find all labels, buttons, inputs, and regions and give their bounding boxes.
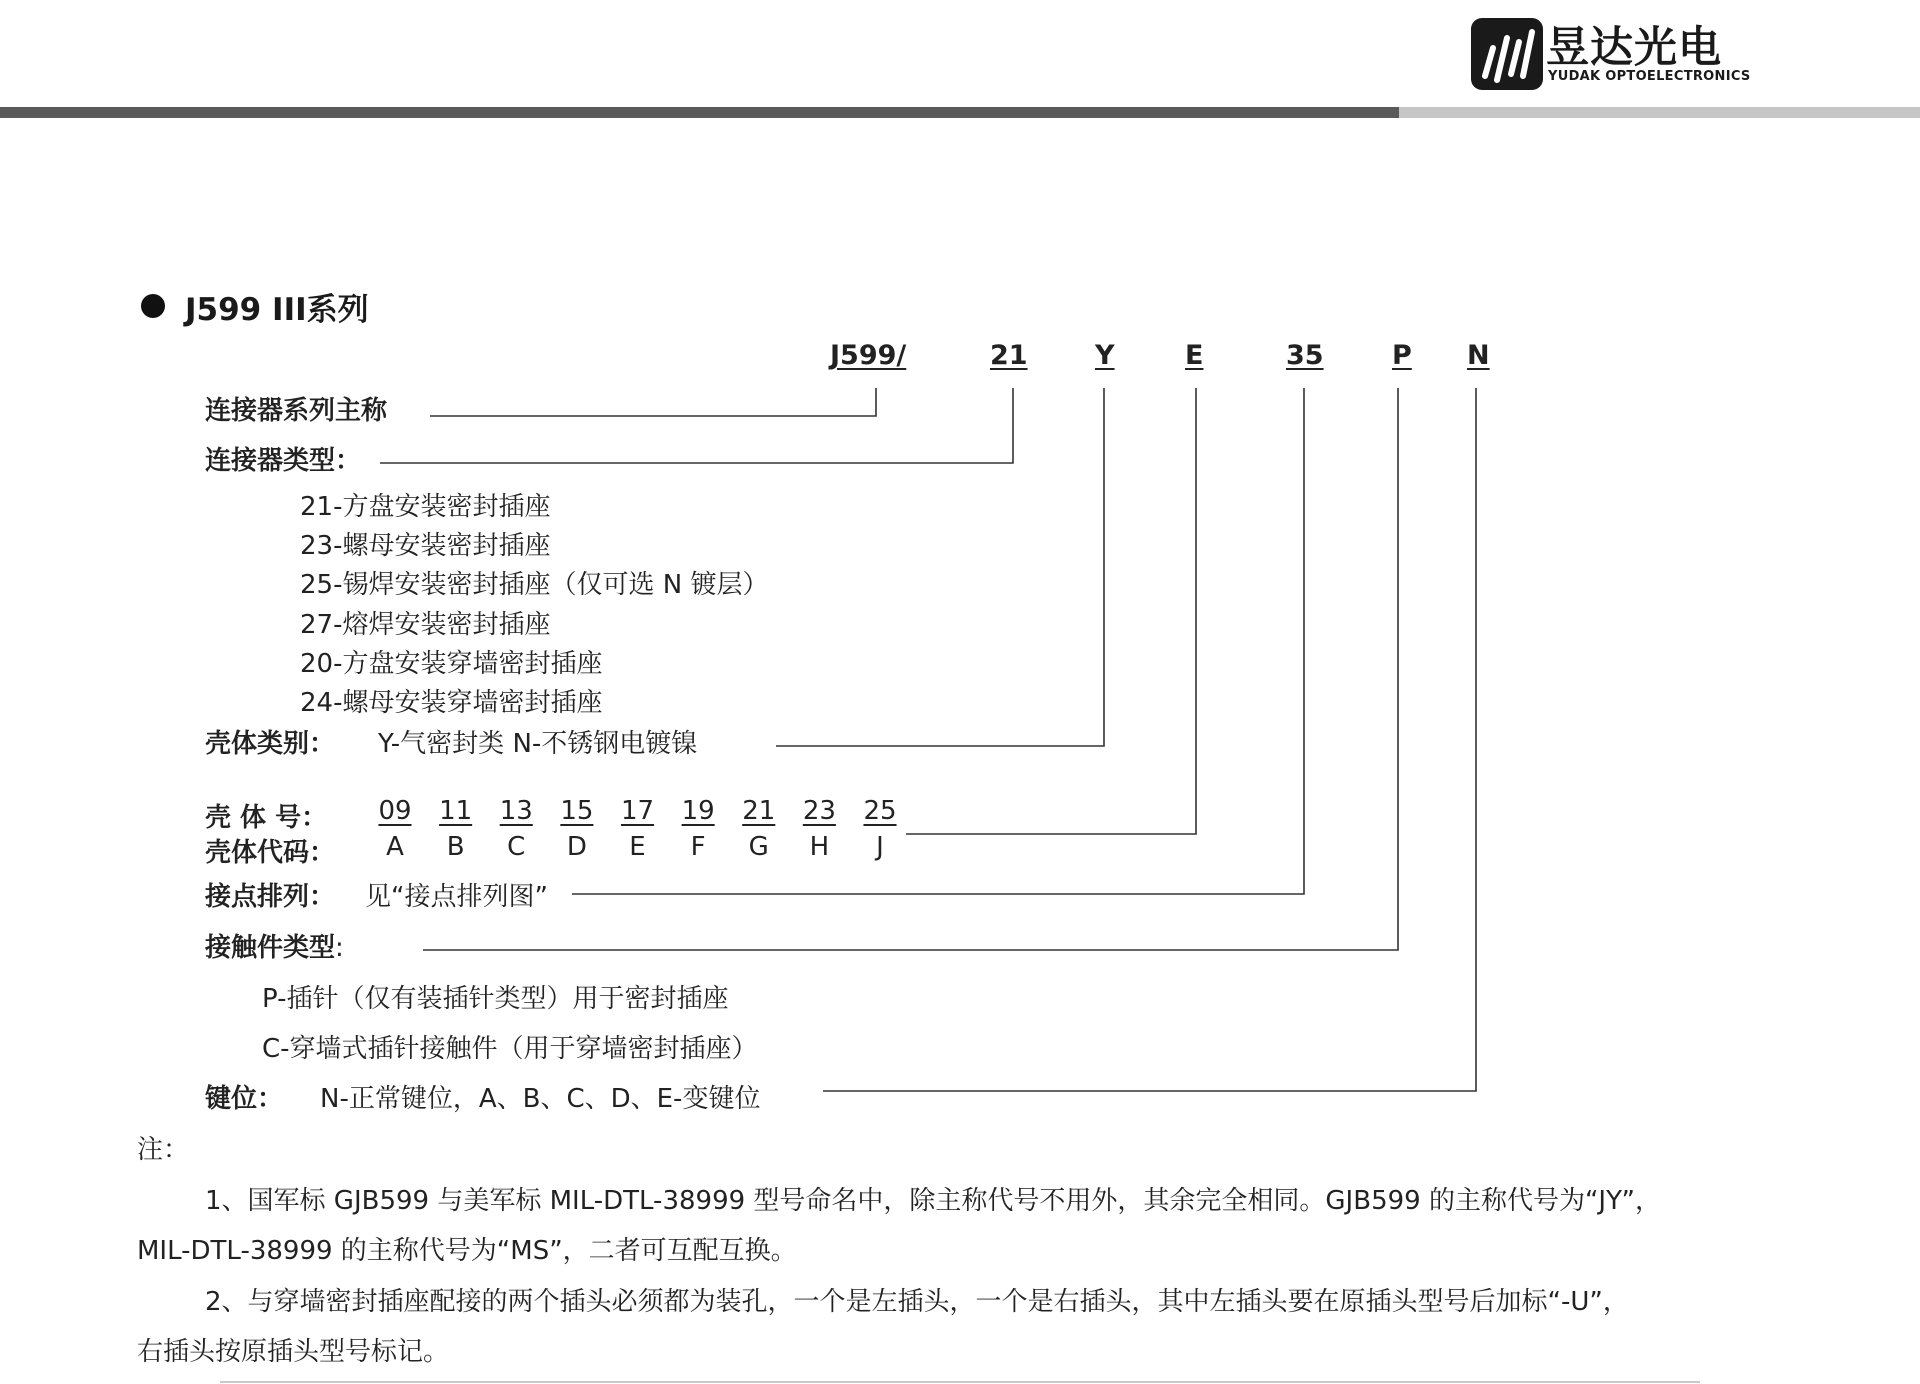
shell-size-code: H bbox=[809, 832, 830, 862]
code-type: 21 bbox=[990, 340, 1028, 371]
contact-arrangement-value: 见“接点排列图” bbox=[365, 882, 548, 912]
contact-type-option: C-穿墙式插针接触件（用于穿墙密封插座） bbox=[262, 1034, 758, 1064]
type-option: 23-螺母安装密封插座 bbox=[300, 531, 551, 561]
shell-size-number: 23 bbox=[802, 796, 836, 826]
leader-shell-class bbox=[776, 388, 1104, 746]
shell-size-code: C bbox=[507, 832, 526, 862]
shell-size-code: J bbox=[876, 832, 884, 862]
shell-size-numbers bbox=[375, 796, 900, 836]
leader-keying bbox=[823, 388, 1476, 1091]
code-shell-class: Y bbox=[1095, 340, 1115, 371]
leader-shell-size bbox=[906, 388, 1196, 834]
shell-size-code: A bbox=[386, 832, 404, 862]
label-contact-type bbox=[205, 927, 344, 964]
label-contact-type-text: 接触件类型 bbox=[205, 933, 336, 963]
logo-title: 昱达光电 bbox=[1546, 23, 1722, 73]
shell-size-number: 21 bbox=[742, 796, 776, 826]
label-contact-type-colon: : bbox=[335, 933, 344, 963]
type-option: 21-方盘安装密封插座 bbox=[300, 492, 551, 522]
section-title: J599 III系列 bbox=[185, 292, 369, 328]
shell-size-code: F bbox=[690, 832, 706, 862]
contact-type-option: P-插针（仅有装插针类型）用于密封插座 bbox=[262, 984, 729, 1014]
code-keying: N bbox=[1467, 340, 1490, 371]
label-keying: 键位： bbox=[205, 1084, 284, 1114]
shell-size-code: D bbox=[566, 832, 587, 862]
shell-size-number: 15 bbox=[560, 796, 594, 826]
label-shell-code: 壳体代码： bbox=[205, 838, 336, 868]
code-arrangement: 35 bbox=[1286, 340, 1324, 371]
keying-value: N-正常键位，A、B、C、D、E-变键位 bbox=[320, 1084, 761, 1114]
type-option: 25-锡焊安装密封插座（仅可选 N 镀层） bbox=[300, 570, 769, 600]
shell-size-number: 25 bbox=[863, 796, 897, 826]
type-option: 20-方盘安装穿墙密封插座 bbox=[300, 649, 603, 679]
shell-size-code: E bbox=[629, 832, 646, 862]
note-1-line-2: MIL-DTL-38999 的主称代号为“MS”，二者可互配互换。 bbox=[137, 1236, 797, 1266]
note-1-line-1: 1、国军标 GJB599 与美军标 MIL-DTL-38999 型号命名中，除主称代号不用外，其余完全相同。GJB599 的主称代号为“JY”， bbox=[205, 1186, 1661, 1216]
footer-rule bbox=[220, 1381, 1700, 1383]
code-contact-type: P bbox=[1392, 340, 1412, 371]
note-2-line-1: 2、与穿墙密封插座配接的两个插头必须都为装孔，一个是左插头，一个是右插头，其中左插头要在原插头型号后加标“-U”， bbox=[205, 1287, 1629, 1317]
shell-size-number: 09 bbox=[378, 796, 412, 826]
type-option: 27-熔焊安装密封插座 bbox=[300, 610, 551, 640]
leader-series bbox=[430, 388, 876, 416]
label-connector-type: 连接器类型： bbox=[205, 446, 362, 476]
code-shell-size: E bbox=[1185, 340, 1204, 371]
shell-size-codes bbox=[375, 832, 900, 872]
label-contact-arrangement: 接点排列： bbox=[205, 882, 336, 912]
code-series: J599/ bbox=[830, 340, 907, 371]
shell-size-code: G bbox=[748, 832, 769, 862]
label-series-name: 连接器系列主称 bbox=[205, 396, 388, 426]
shell-class-value: Y-气密封类 N-不锈钢电镀镍 bbox=[378, 729, 698, 759]
note-2-line-2: 右插头按原插头型号标记。 bbox=[137, 1337, 450, 1367]
logo-subtitle: YUDAK OPTOELECTRONICS bbox=[1548, 69, 1751, 84]
label-shell-class: 壳体类别： bbox=[205, 729, 336, 759]
shell-size-number: 11 bbox=[439, 796, 473, 826]
label-shell-size: 壳 体 号： bbox=[205, 803, 328, 833]
notes-heading: 注： bbox=[137, 1135, 190, 1165]
shell-size-number: 17 bbox=[620, 796, 655, 826]
leader-type bbox=[380, 388, 1013, 463]
shell-size-code: B bbox=[446, 832, 465, 862]
shell-size-number: 19 bbox=[681, 796, 715, 826]
shell-size-number: 13 bbox=[499, 796, 533, 826]
type-option: 24-螺母安装穿墙密封插座 bbox=[300, 688, 603, 718]
